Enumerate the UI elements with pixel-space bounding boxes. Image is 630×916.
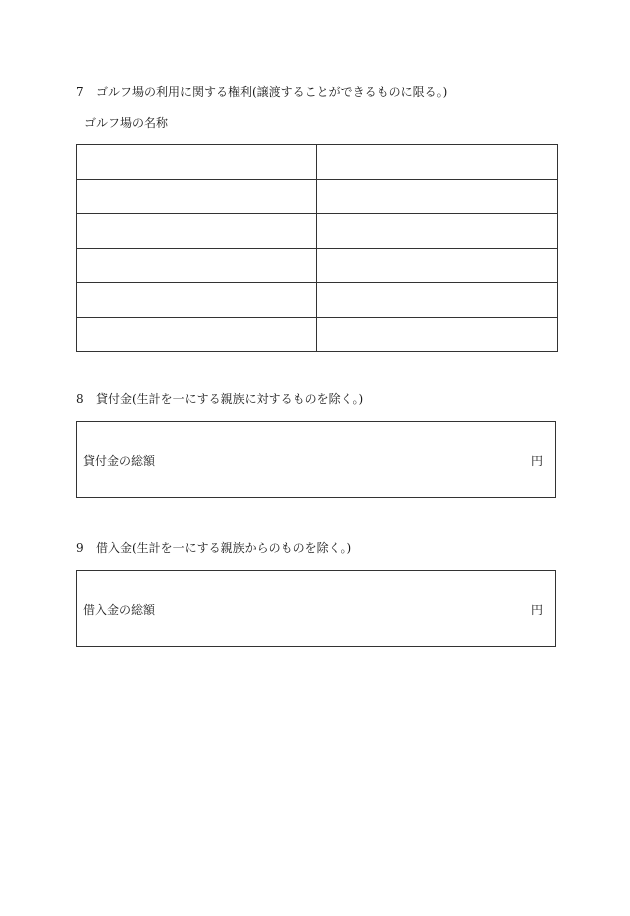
table-row <box>77 283 558 318</box>
table-cell[interactable] <box>77 283 317 318</box>
table-row <box>77 145 558 180</box>
golf-course-table <box>76 144 558 352</box>
table-cell[interactable] <box>77 145 317 180</box>
table-cell[interactable] <box>317 145 558 180</box>
table-cell[interactable] <box>317 214 558 249</box>
table-cell[interactable] <box>317 283 558 318</box>
table-cell[interactable] <box>317 248 558 283</box>
section-8-heading <box>76 391 363 407</box>
table-row <box>77 214 558 249</box>
table-cell[interactable] <box>317 317 558 352</box>
section-7-heading <box>76 84 447 100</box>
table-cell[interactable] <box>317 179 558 214</box>
table-row <box>77 248 558 283</box>
golf-course-name-label: ゴルフ場の名称 <box>84 116 169 130</box>
table-cell[interactable] <box>77 214 317 249</box>
loan-receivable-total-box[interactable] <box>76 421 556 498</box>
table-cell[interactable] <box>77 248 317 283</box>
section-8-number: 8 <box>76 392 84 406</box>
borrowing-total-box[interactable] <box>76 570 556 647</box>
yen-unit: 円 <box>530 454 543 468</box>
table-row <box>77 317 558 352</box>
table-row <box>77 179 558 214</box>
section-9-heading <box>76 540 351 556</box>
section-9-title: 借入金(生計を一にする親族からのものを除く。) <box>96 541 352 555</box>
section-8-title: 貸付金(生計を一にする親族に対するものを除く。) <box>96 392 364 406</box>
section-7-number: 7 <box>76 85 84 99</box>
table-cell[interactable] <box>77 179 317 214</box>
borrowing-total-label: 借入金の総額 <box>83 603 156 617</box>
section-7-title: ゴルフ場の利用に関する権利(譲渡することができるものに限る。) <box>96 85 448 99</box>
section-9-number: 9 <box>76 541 84 555</box>
yen-unit: 円 <box>530 603 543 617</box>
table-cell[interactable] <box>77 317 317 352</box>
loan-receivable-total-label: 貸付金の総額 <box>83 454 156 468</box>
